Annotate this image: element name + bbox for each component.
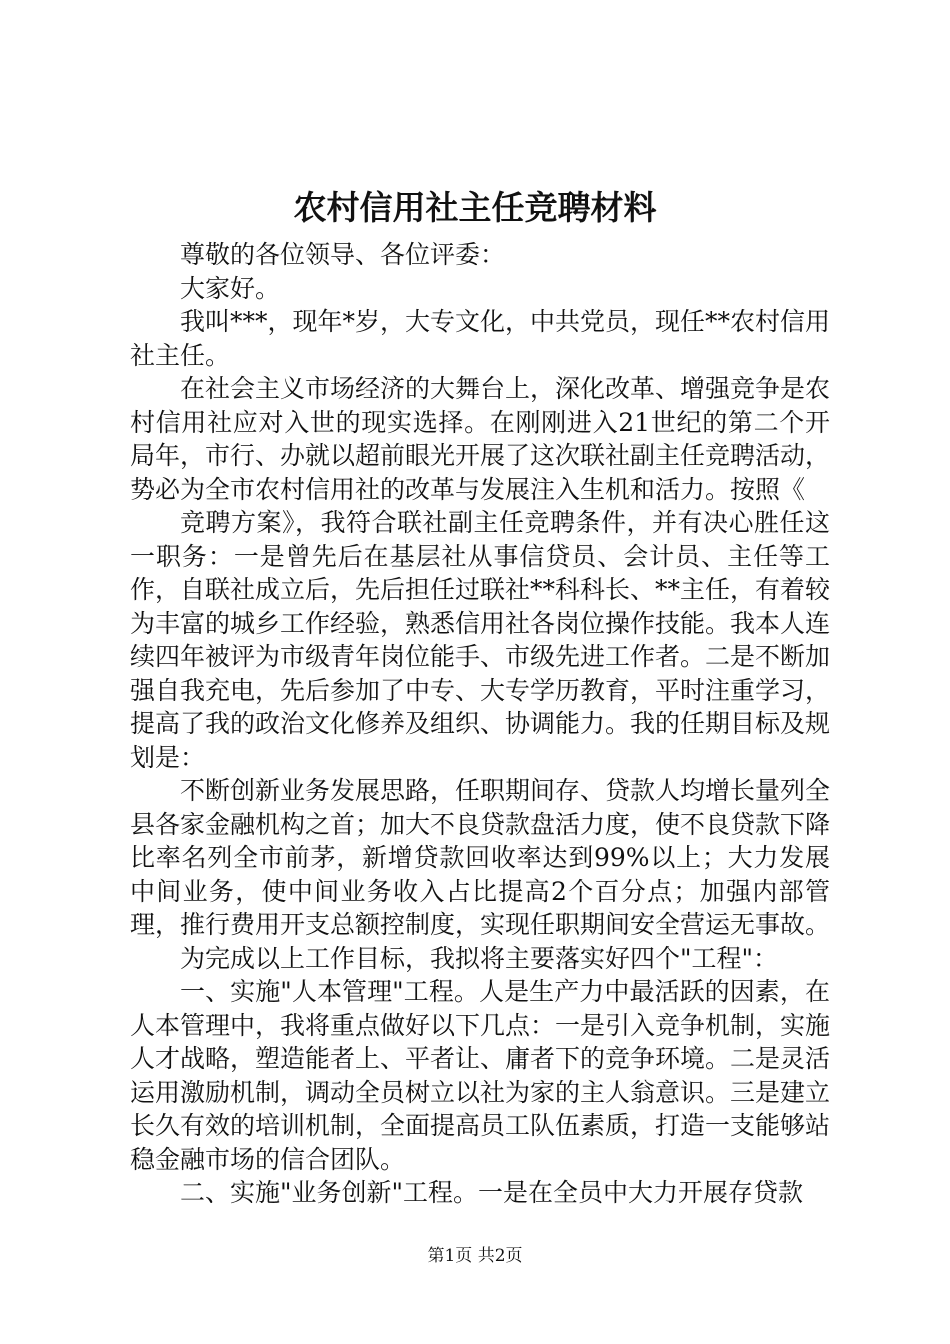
page-footer: 第1页 共2页 <box>427 1246 523 1266</box>
paragraph-qualifications: 竞聘方案》，我符合联社副主任竞聘条件，并有决心胜任这一职务：一是曾先后在基层社从事信贷员、会计员、主任等工作，自联社成立后，先后担任过联社**科科长、**主任，有着较为丰富的城乡工作经验，熟悉信用社各岗位操作技能。我本人连续四年被评为市级青年岗位能手、市级先进工作者。二是不断加强自我充电，先后参加了中专、大专学历教育，平时注重学习，提高了我的政治文化修养及组织、协调能力。我的任期目标及规划是： <box>130 508 831 772</box>
paragraph-greeting: 大家好。 <box>180 273 281 303</box>
paragraph-introduction: 我叫***，现年*岁，大专文化，中共党员，现任**农村信用社主任。 <box>130 307 831 370</box>
document-title: 农村信用社主任竞聘材料 <box>293 188 657 227</box>
paragraph-plan-intro: 为完成以上工作目标，我拟将主要落实好四个"工程"： <box>180 943 779 973</box>
paragraph-salutation: 尊敬的各位领导、各位评委： <box>180 240 506 269</box>
paragraph-background: 在社会主义市场经济的大舞台上，深化改革、增强竞争是农村信用社应对入世的现实选择。在刚刚进入21世纪的第二个开局年，市行、办就以超前眼光开展了这次联社副主任竞聘活动，势必为全市农村信用社的改革与发展注入生机和活力。按照《 <box>130 374 831 504</box>
paragraph-project-one: 一、实施"人本管理"工程。人是生产力中最活跃的因素，在人本管理中，我将重点做好以下几点：一是引入竞争机制，实施人才战略，塑造能者上、平者让、庸者下的竞争环境。二是灵活运用激励机制，调动全员树立以社为家的主人翁意识。三是建立长久有效的培训机制，全面提高员工队伍素质，打造一支能够站稳金融市场的信合团队。 <box>130 977 831 1174</box>
document-body <box>130 238 830 1210</box>
paragraph-project-two: 二、实施"业务创新"工程。一是在全员中大力开展存贷款 <box>180 1178 804 1207</box>
paragraph-goals: 不断创新业务发展思路，任职期间存、贷款人均增长量列全县各家金融机构之首；加大不良贷款盘活力度，使不良贷款下降比率名列全市前茅，新增贷款回收率达到99%以上；大力发展中间业务，使中间业务收入占比提高2个百分点；加强内部管理，推行费用开支总额控制度，实现任职期间安全营运无事故。 <box>130 776 831 939</box>
